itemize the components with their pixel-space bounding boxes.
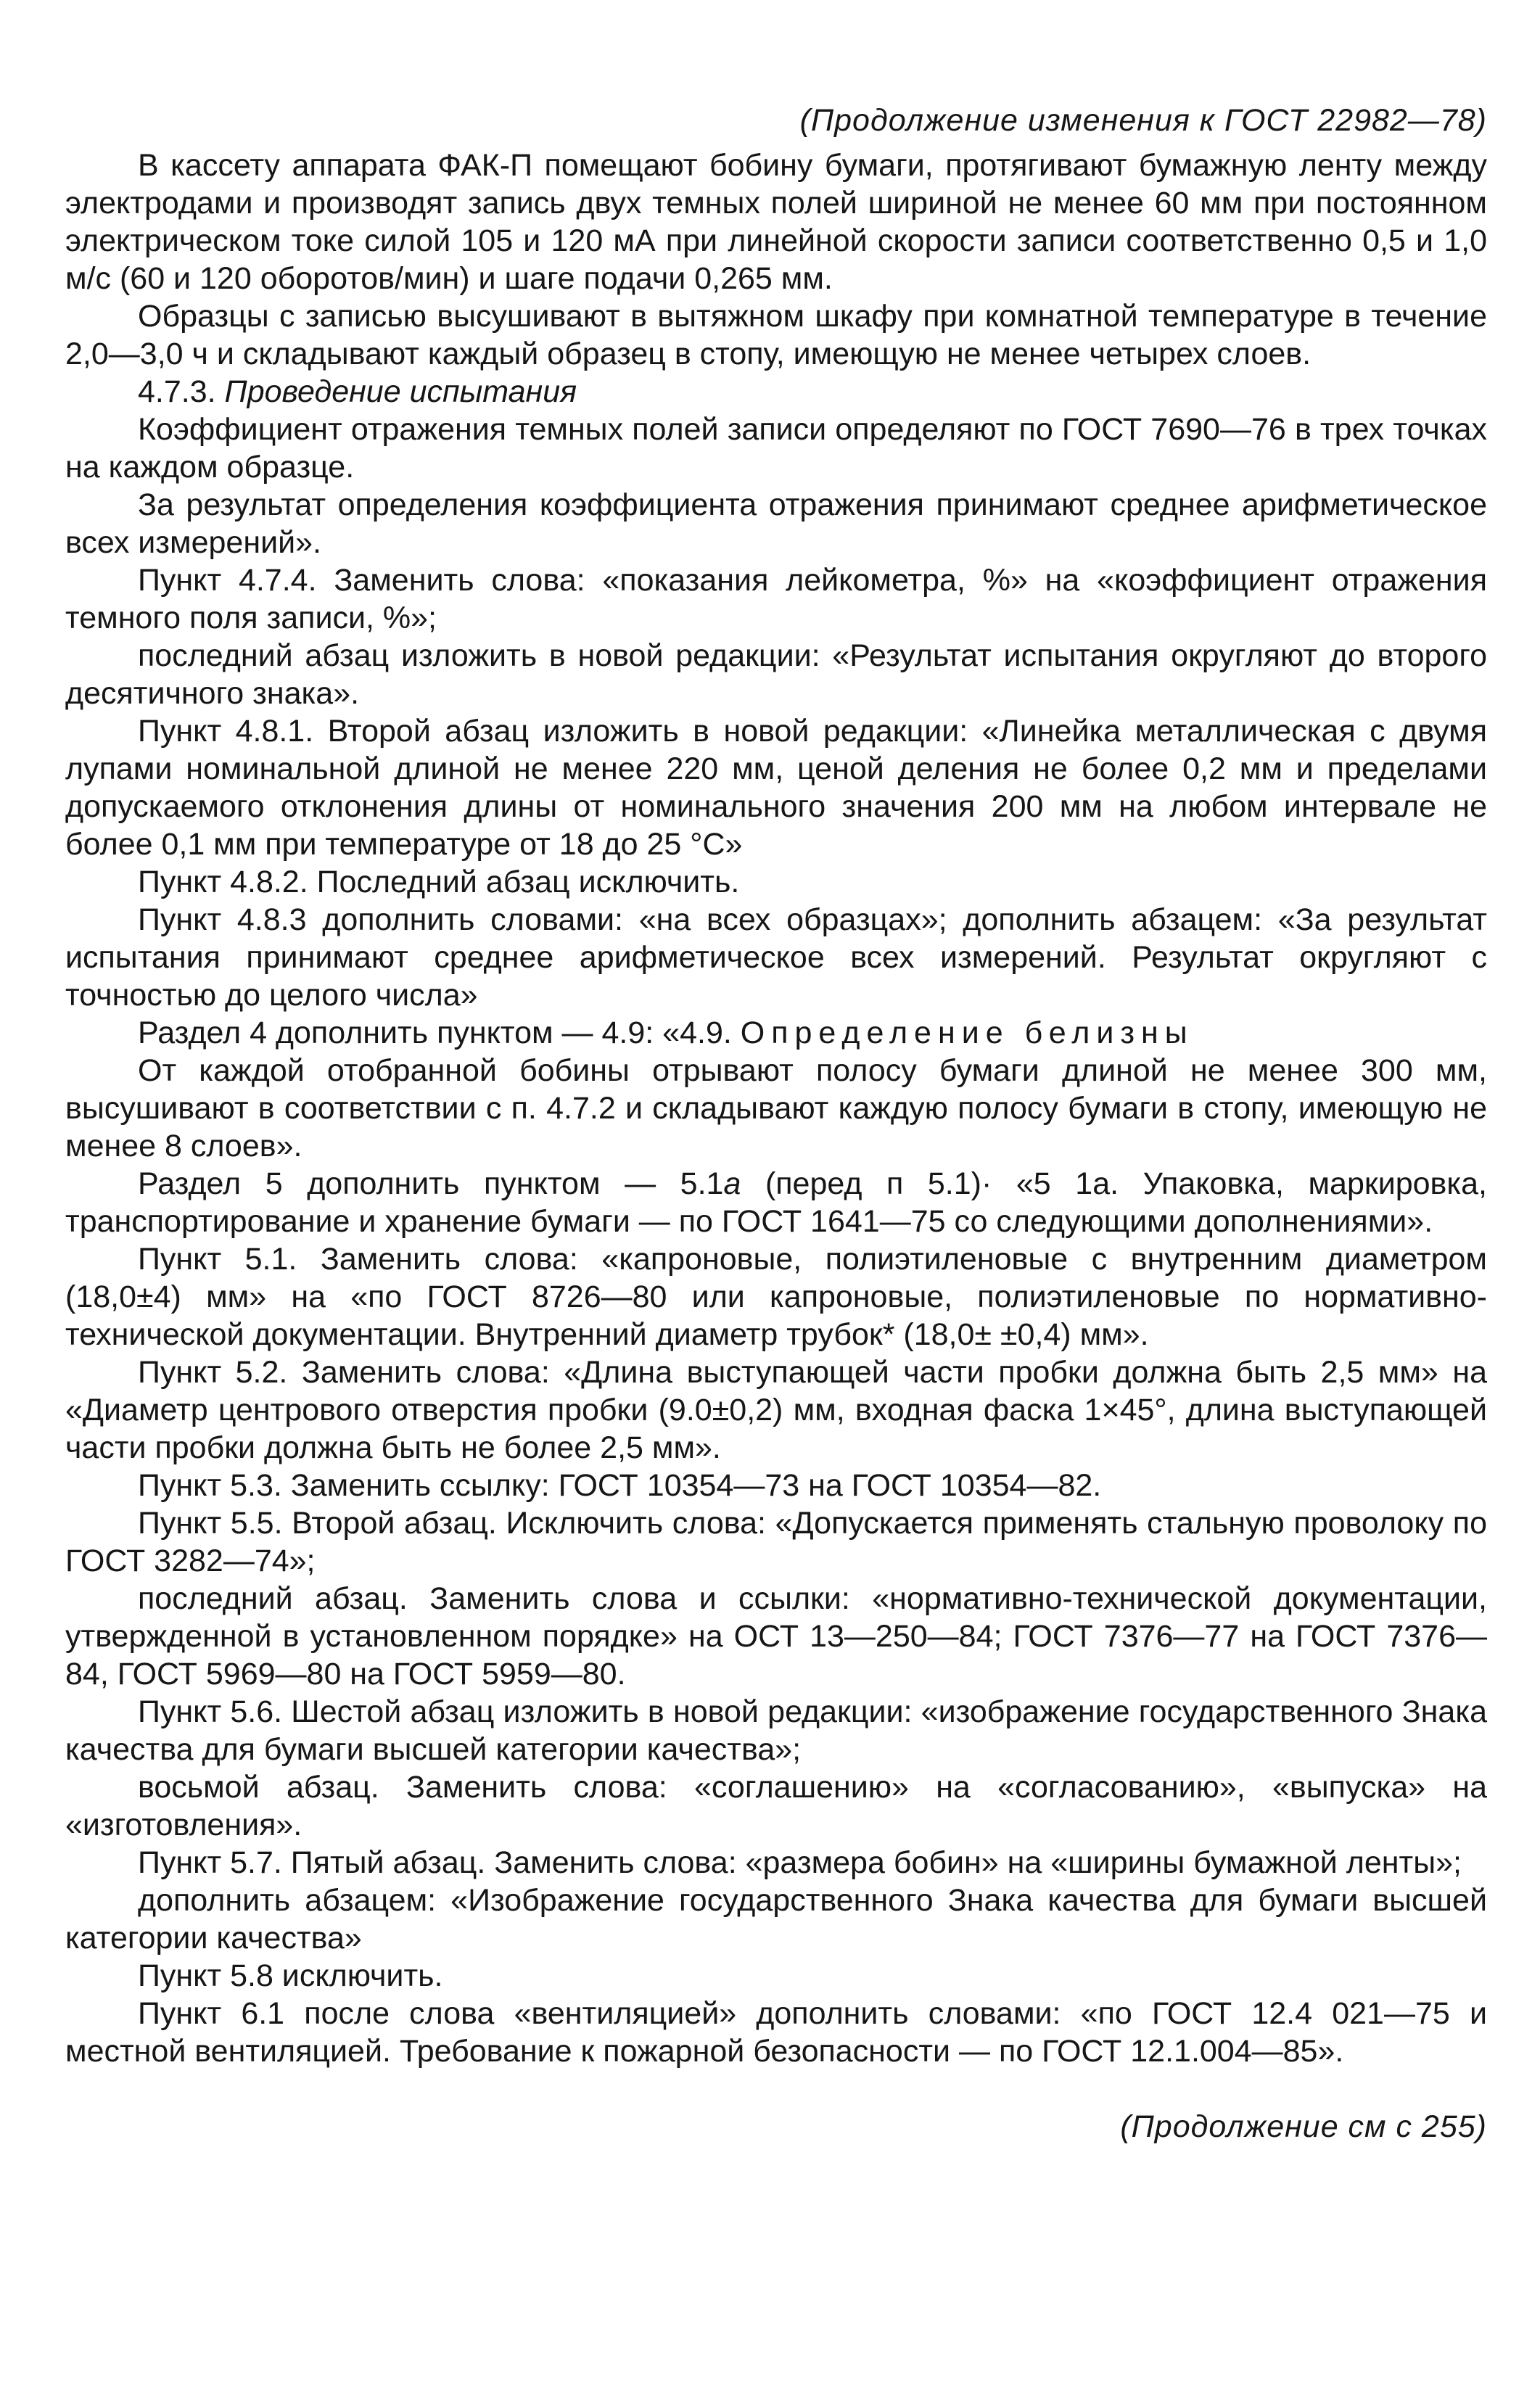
paragraph: восьмой абзац. Заменить слова: «соглашению» на «согласованию», «выпуска» на «изготовления». — [65, 1770, 1487, 1842]
section-heading-4-7-3 — [65, 373, 1487, 411]
paragraph: Пункт 5.6. Шестой абзац изложить в новой редакции: «изображение государственного Знака качества для бумаги высшей категории качества»; — [65, 1694, 1487, 1767]
paragraph: Пункт 4.8.1. Второй абзац изложить в новой редакции: «Линейка металлическая с двумя лупами номинальной длиной не менее 220 мм, ценой деления не более 0,2 мм и пределами допускаемого отклонения длины от номинального значения 200 мм на любом интервале не более 0,1 мм при температуре от 18 до 25 °С» — [65, 714, 1487, 862]
paragraph: Пункт 5.7. Пятый абзац. Заменить слова: «размера бобин» на «ширины бумажной ленты»; — [138, 1845, 1462, 1880]
section-5-addition — [65, 1165, 1487, 1240]
paragraph: Образцы с записью высушивают в вытяжном шкафу при комнатной температуре в течение 2,0—3,0 ч и складывают каждый образец в стопу, имеющую не менее четырех слоев. — [65, 299, 1487, 371]
section-5-rest: (перед п 5.1)· «5 1а. Упаковка, маркировка, транспортирование и хранение бумаги — по ГОСТ 1641—75 со следующими дополнениями». — [65, 1166, 1488, 1239]
section-4-addition — [65, 1014, 1487, 1052]
paragraph: последний абзац. Заменить слова и ссылки: «нормативно-технической документации, утвержденной в установленном порядке» на ОСТ 13—250—84; ГОСТ 7376—77 на ГОСТ 7376—84, ГОСТ 5969—80 на ГОСТ 5959—80. — [65, 1581, 1487, 1691]
paragraph: дополнить абзацем: «Изображение государственного Знака качества для бумаги высшей категории качества» — [65, 1883, 1487, 1956]
paragraph: последний абзац изложить в новой редакции: «Результат испытания округляют до второго десятичного знака». — [65, 638, 1487, 711]
paragraph: В кассету аппарата ФАК-П помещают бобину бумаги, протягивают бумажную ленту между электродами и производят запись двух темных полей шириной не менее 60 мм при постоянном электрическом токе силой 105 и 120 мА при линейной скорости записи соответственно 0,5 и 1,0 м/с (60 и 120 оборотов/мин) и шаге подачи 0,265 мм. — [65, 148, 1487, 296]
document-page — [65, 102, 1487, 2146]
paragraph: Коэффициент отражения темных полей записи определяют по ГОСТ 7690—76 в трех точках на каждом образце. — [65, 412, 1487, 485]
section-title: Проведение испытания — [224, 374, 577, 409]
paragraph: Пункт 5.8 исключить. — [138, 1958, 443, 1993]
paragraph: Пункт 6.1 после слова «вентиляцией» дополнить словами: «по ГОСТ 12.4 021—75 и местной вентиляцией. Требование к пожарной безопасности — по ГОСТ 12.1.004—85». — [65, 1996, 1487, 2069]
section-number: 4.7.3. — [138, 374, 216, 409]
paragraph: Пункт 4.7.4. Заменить слова: «показания лейкометра, %» на «коэффициент отражения темного поля записи, %»; — [65, 563, 1487, 635]
running-header: (Продолжение изменения к ГОСТ 22982—78) — [799, 103, 1487, 138]
section-5-italic-letter: а — [723, 1166, 741, 1201]
section-4-spaced-title: Определение белизны — [740, 1015, 1194, 1050]
section-4-prefix: Раздел 4 дополнить пунктом — 4.9: «4.9. — [138, 1015, 732, 1050]
running-footer: (Продолжение см с 255) — [1120, 2109, 1487, 2144]
paragraph: От каждой отобранной бобины отрывают полосу бумаги длиной не менее 300 мм, высушивают в соответствии с п. 4.7.2 и складывают каждую полосу бумаги в стопу, имеющую не менее 8 слоев». — [65, 1053, 1487, 1163]
paragraph: Пункт 5.1. Заменить слова: «капроновые, полиэтиленовые с внутренним диаметром (18,0±4) мм» на «по ГОСТ 8726—80 или капроновые, полиэтиленовые по нормативно-технической документации. Внутренний диаметр трубок* (18,0± ±0,4) мм». — [65, 1242, 1487, 1352]
section-5-prefix: Раздел 5 дополнить пунктом — 5.1 — [138, 1166, 724, 1201]
paragraph: Пункт 5.2. Заменить слова: «Длина выступающей части пробки должна быть 2,5 мм» на «Диаметр центрового отверстия пробки (9.0±0,2) мм, входная фаска 1×45°, длина выступающей части пробки должна быть не более 2,5 мм». — [65, 1355, 1487, 1465]
paragraph: За результат определения коэффициента отражения принимают среднее арифметическое всех измерений». — [65, 487, 1487, 560]
paragraph: Пункт 4.8.2. Последний абзац исключить. — [138, 865, 740, 899]
paragraph: Пункт 5.3. Заменить ссылку: ГОСТ 10354—73 на ГОСТ 10354—82. — [138, 1468, 1102, 1503]
paragraph: Пункт 4.8.3 дополнить словами: «на всех образцах»; дополнить абзацем: «За результат испытания принимают среднее арифметическое всех измерений. Результат округляют с точностью до целого числа» — [65, 902, 1487, 1013]
paragraph: Пункт 5.5. Второй абзац. Исключить слова: «Допускается применять стальную проволоку по ГОСТ 3282—74»; — [65, 1506, 1487, 1578]
